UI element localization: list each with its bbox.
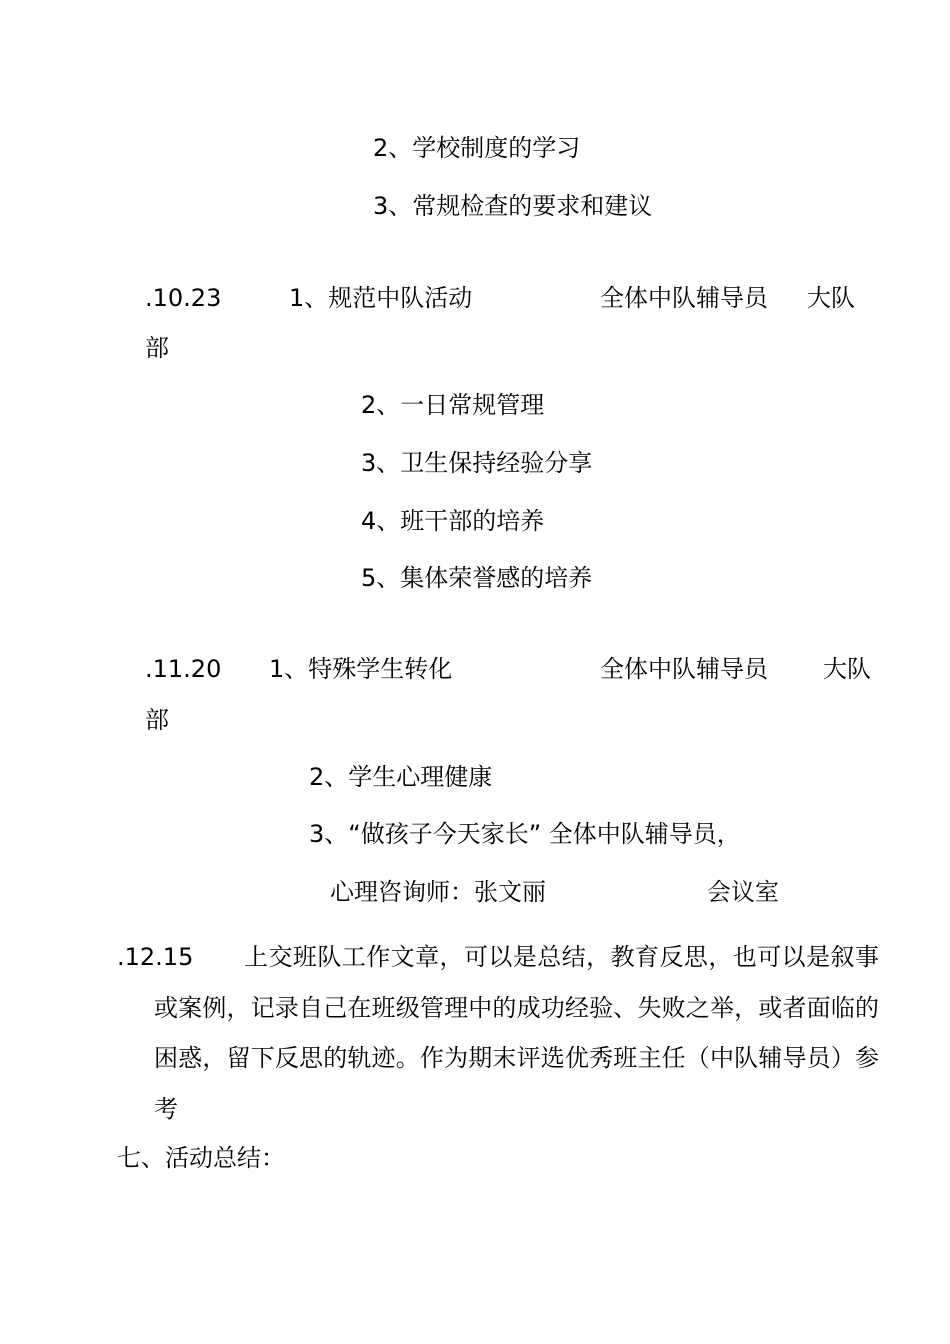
meeting-topic-5: 5、集体荣誉感的培养 — [361, 564, 593, 592]
meeting-host: 大队 — [823, 655, 871, 683]
meeting-topic-1: 1、特殊学生转化 — [269, 655, 453, 683]
meeting-host-continued: 部 — [145, 334, 169, 362]
meeting-host: 大队 — [807, 284, 855, 312]
meeting-topic-3: 3、卫生保持经验分享 — [361, 449, 593, 477]
meeting-room: 会议室 — [707, 878, 779, 906]
meeting-participants: 全体中队辅导员 — [600, 284, 768, 312]
meeting-counselor: 心理咨询师：张文丽 — [330, 878, 546, 906]
meeting-topic-2: 2、一日常规管理 — [361, 391, 545, 419]
meeting-topic-3: 3、常规检查的要求和建议 — [373, 192, 653, 220]
meeting-topic-1: 1、规范中队活动 — [289, 284, 473, 312]
meeting-topic-2: 2、学生心理健康 — [309, 763, 493, 791]
meeting-topic-3: 3、“做孩子今天家长” 全体中队辅导员， — [309, 820, 741, 848]
meeting-date: .12.15 — [117, 943, 194, 971]
paragraph-text: 上交班队工作文章，可以是总结，教育反思，也可以是叙事或案例，记录自己在班级管理中的成功经验、失败之举，或者面临的困惑，留下反思的轨迹。作为期末评选优秀班主任（中队辅导员）参考 — [154, 943, 879, 1123]
meeting-topic-2: 2、学校制度的学习 — [373, 134, 581, 162]
meeting-date: .11.20 — [145, 655, 222, 683]
meeting-host-continued: 部 — [145, 706, 169, 734]
meeting-topic-4: 4、班干部的培养 — [361, 507, 545, 535]
meeting-date: .10.23 — [145, 284, 222, 312]
section-heading: 七、活动总结： — [117, 1144, 285, 1172]
meeting-paragraph — [117, 932, 879, 1134]
meeting-participants: 全体中队辅导员 — [600, 655, 768, 683]
